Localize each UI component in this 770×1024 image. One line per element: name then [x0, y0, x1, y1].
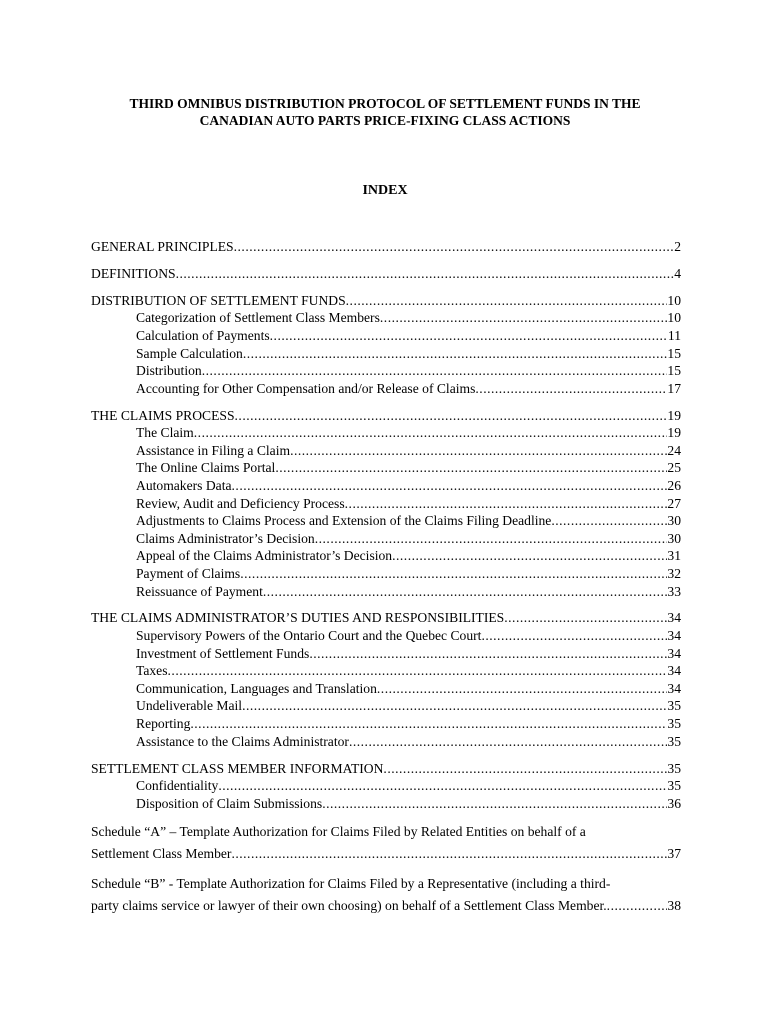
dot-leader — [218, 777, 667, 795]
toc-entry-label: Confidentiality — [136, 778, 219, 794]
dot-leader — [349, 733, 667, 751]
index-heading: INDEX — [362, 183, 408, 198]
toc-subsection-entry[interactable] — [91, 424, 681, 442]
dot-leader — [275, 459, 667, 477]
dot-leader — [392, 547, 667, 565]
toc-subsection-entry[interactable] — [91, 327, 681, 345]
toc-entry-label: Undeliverable Mail — [136, 698, 243, 714]
toc-entry-label: Disposition of Claim Submissions — [136, 795, 323, 811]
toc-entry-label: Reporting — [136, 716, 191, 732]
toc-subsection-entry[interactable] — [91, 795, 681, 813]
dot-leader — [607, 895, 668, 917]
toc-page-number: 34 — [667, 663, 681, 679]
dot-leader — [234, 238, 675, 256]
toc-subsection-entry[interactable] — [91, 697, 681, 715]
toc-entry-label: Taxes — [136, 663, 168, 679]
dot-leader — [168, 662, 668, 680]
toc-page-number: 2 — [674, 239, 681, 254]
toc-subsection-entry[interactable] — [91, 345, 681, 363]
dot-leader — [270, 327, 668, 345]
toc-entry-label: The Online Claims Portal — [136, 460, 276, 476]
toc-subsection-entry[interactable] — [91, 645, 681, 663]
toc-page-number: 25 — [667, 460, 681, 476]
toc-page-number: 34 — [667, 610, 681, 626]
toc-entry-label: GENERAL PRINCIPLES — [91, 239, 234, 254]
toc-page-number: 37 — [667, 845, 681, 861]
toc-subsection-entry[interactable] — [91, 565, 681, 583]
toc-entry-label: Communication, Languages and Translation — [136, 680, 377, 696]
toc-subsection-entry[interactable] — [91, 627, 681, 645]
dot-leader — [345, 495, 668, 513]
toc-section — [91, 238, 681, 256]
toc-section — [91, 292, 681, 398]
toc-page-number: 35 — [667, 778, 681, 794]
schedule-entry[interactable] — [91, 821, 681, 864]
toc-section-entry[interactable] — [91, 265, 681, 283]
toc-subsection-entry[interactable] — [91, 362, 681, 380]
toc-subsection-entry[interactable] — [91, 442, 681, 460]
toc-entry-label: Categorization of Settlement Class Members — [136, 310, 380, 326]
toc-section-entry[interactable] — [91, 760, 681, 778]
dot-leader — [202, 362, 668, 380]
toc-page-number: 17 — [667, 380, 681, 396]
toc-subsection-entry[interactable] — [91, 583, 681, 601]
schedule-label: Settlement Class Member — [91, 845, 232, 861]
toc-page-number: 35 — [667, 733, 681, 749]
dot-leader — [232, 477, 668, 495]
dot-leader — [481, 627, 667, 645]
toc-subsection-entry[interactable] — [91, 715, 681, 733]
toc-subsection-entry[interactable] — [91, 662, 681, 680]
toc-page-number: 19 — [667, 407, 681, 423]
dot-leader — [346, 292, 668, 310]
toc-page-number: 35 — [667, 698, 681, 714]
toc-page-number: 15 — [667, 345, 681, 361]
toc-page-number: 10 — [667, 292, 681, 308]
schedule-entry[interactable] — [91, 873, 681, 916]
toc-page-number: 19 — [667, 425, 681, 441]
toc-page-number: 31 — [667, 548, 681, 564]
toc-page-number: 30 — [667, 530, 681, 546]
toc-entry-label: DEFINITIONS — [91, 265, 176, 281]
dot-leader — [290, 442, 667, 460]
toc-page-number: 34 — [667, 680, 681, 696]
dot-leader — [383, 760, 667, 778]
toc-page-number: 30 — [667, 513, 681, 529]
toc-page-number: 24 — [667, 442, 681, 458]
toc-section — [91, 407, 681, 601]
toc-entry-label: Automakers Data — [136, 478, 232, 494]
toc-section — [91, 760, 681, 813]
toc-page-number: 38 — [667, 897, 681, 913]
toc-page-number: 10 — [667, 310, 681, 326]
dot-leader — [243, 345, 668, 363]
toc-entry-label: Investment of Settlement Funds — [136, 645, 310, 661]
dot-leader — [377, 680, 668, 698]
toc-subsection-entry[interactable] — [91, 309, 681, 327]
dot-leader — [322, 795, 667, 813]
toc-subsection-entry[interactable] — [91, 733, 681, 751]
dot-leader — [475, 380, 667, 398]
toc-entry-label: Assistance in Filing a Claim — [136, 442, 291, 458]
dot-leader — [309, 645, 667, 663]
toc-entry-label: DISTRIBUTION OF SETTLEMENT FUNDS — [91, 292, 346, 308]
dot-leader — [380, 309, 668, 327]
toc-page-number: 34 — [667, 628, 681, 644]
dot-leader — [242, 697, 667, 715]
dot-leader — [240, 565, 667, 583]
toc-page-number: 27 — [667, 495, 681, 511]
document-title-line-2: CANADIAN AUTO PARTS PRICE-FIXING CLASS ACTIONS — [199, 113, 571, 128]
toc-page-number: 33 — [667, 583, 681, 599]
toc-section-entry[interactable] — [91, 292, 681, 310]
toc-page-number: 35 — [667, 716, 681, 732]
toc-entry-label: Reissuance of Payment — [136, 583, 263, 599]
toc-page-number: 36 — [667, 795, 681, 811]
toc-subsection-entry[interactable] — [91, 477, 681, 495]
toc-entry-label: Supervisory Powers of the Ontario Court and the Quebec Court — [136, 628, 482, 644]
toc-section — [91, 265, 681, 283]
toc-entry-label: Sample Calculation — [136, 345, 243, 361]
toc-subsection-entry[interactable] — [91, 777, 681, 795]
toc-page-number: 15 — [667, 363, 681, 379]
schedule-title-line-2 — [91, 843, 681, 865]
toc-page-number: 34 — [667, 645, 681, 661]
toc-entry-label: The Claim — [136, 425, 194, 441]
toc-subsection-entry[interactable] — [91, 495, 681, 513]
dot-leader — [190, 715, 667, 733]
toc-section-entry[interactable] — [91, 407, 681, 425]
dot-leader — [504, 609, 667, 627]
toc-entry-label: Payment of Claims — [136, 565, 241, 581]
dot-leader — [194, 424, 668, 442]
toc-subsection-entry[interactable] — [91, 547, 681, 565]
toc-entry-label: Appeal of the Claims Administrator’s Decision — [136, 548, 393, 564]
toc-subsection-entry[interactable] — [91, 680, 681, 698]
toc-subsection-entry[interactable] — [91, 530, 681, 548]
dot-leader — [263, 583, 668, 601]
toc-entry-label: Accounting for Other Compensation and/or Release of Claims — [136, 380, 476, 396]
toc-entry-label: Review, Audit and Deficiency Process — [136, 495, 345, 511]
toc-page-number: 32 — [667, 565, 681, 581]
toc-subsection-entry[interactable] — [91, 459, 681, 477]
toc-entry-label: THE CLAIMS ADMINISTRATOR’S DUTIES AND RESPONSIBILITIES — [91, 610, 505, 626]
toc-section — [91, 609, 681, 750]
toc-page-number: 35 — [667, 760, 681, 776]
schedule-title-line-1: Schedule “B” - Template Authorization for Claims Filed by a Representative (including a third- — [91, 876, 611, 892]
dot-leader — [176, 265, 675, 283]
schedule-label: party claims service or lawyer of their own choosing) on behalf of a Settlement Class Member. — [91, 897, 607, 913]
toc-entry-label: Adjustments to Claims Process and Extension of the Claims Filing Deadline — [136, 513, 552, 529]
toc-page-number: 26 — [667, 478, 681, 494]
toc-section-entry[interactable] — [91, 238, 681, 256]
toc-entry-label: THE CLAIMS PROCESS — [91, 407, 235, 423]
toc-entry-label: SETTLEMENT CLASS MEMBER INFORMATION — [91, 760, 384, 776]
toc-entry-label: Distribution — [136, 363, 202, 379]
table-of-contents — [91, 238, 681, 916]
toc-subsection-entry[interactable] — [91, 380, 681, 398]
schedule-title-line-1: Schedule “A” – Template Authorization for Claims Filed by Related Entities on behalf of a — [91, 824, 586, 840]
document-title-line-1: THIRD OMNIBUS DISTRIBUTION PROTOCOL OF SETTLEMENT FUNDS IN THE — [129, 96, 641, 111]
document-title — [0, 95, 770, 129]
toc-page-number: 4 — [674, 265, 681, 281]
dot-leader — [231, 843, 667, 865]
toc-page-number: 11 — [667, 327, 681, 343]
toc-subsection-entry[interactable] — [91, 512, 681, 530]
toc-section-entry[interactable] — [91, 609, 681, 627]
toc-entry-label: Calculation of Payments — [136, 327, 270, 343]
toc-entry-label: Assistance to the Claims Administrator — [136, 733, 349, 749]
schedule-title-line-2 — [91, 895, 681, 917]
dot-leader — [551, 512, 667, 530]
dot-leader — [315, 530, 668, 548]
dot-leader — [235, 407, 668, 425]
toc-entry-label: Claims Administrator’s Decision — [136, 530, 315, 546]
